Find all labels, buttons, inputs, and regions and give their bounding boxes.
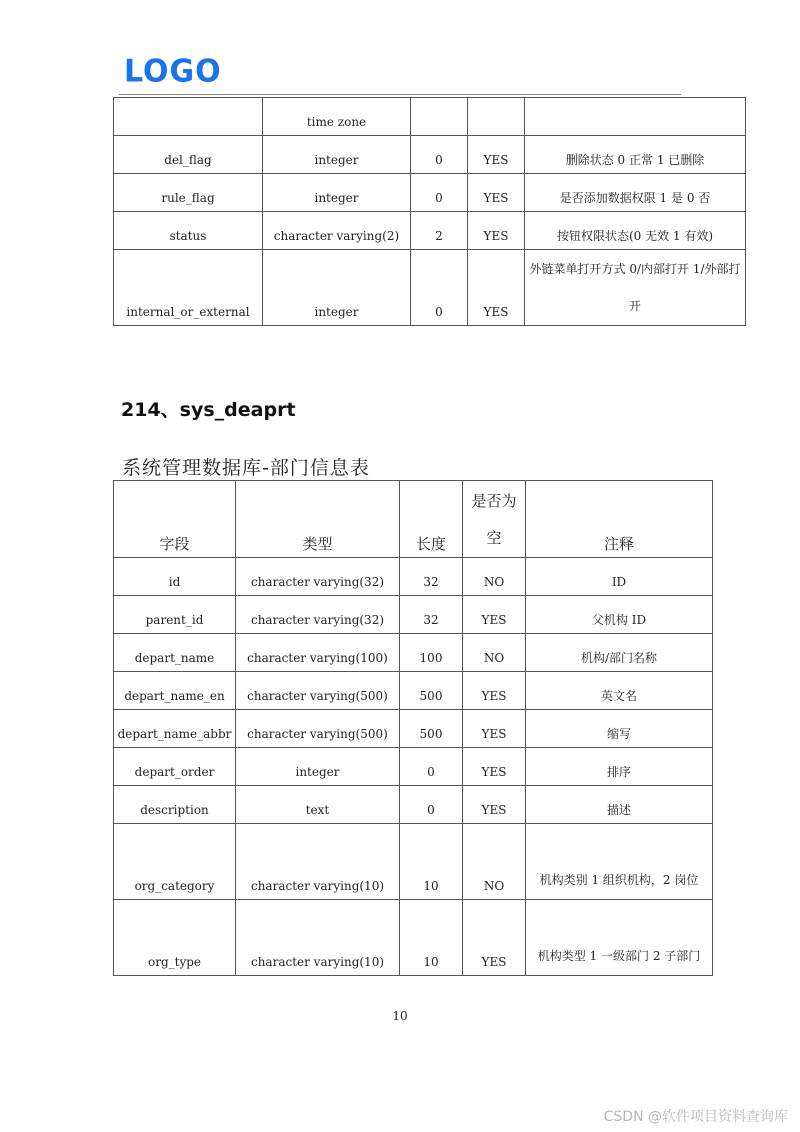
table-cell: 删除状态 0 正常 1 已删除 [525, 136, 746, 174]
table-cell: NO [463, 634, 526, 672]
table-row [114, 596, 713, 634]
table-cell: 500 [400, 672, 463, 710]
table-cell: integer [236, 748, 400, 786]
table-cell: 0 [400, 786, 463, 824]
table-cell: YES [463, 672, 526, 710]
table-cell: text [236, 786, 400, 824]
table-cell: time zone [263, 98, 411, 136]
table-cell [525, 98, 746, 136]
table-cell: status [114, 212, 263, 250]
table-cell: org_type [114, 900, 236, 976]
watermark: CSDN @软件项目资料查询库 [603, 1109, 788, 1125]
table-cell: 10 [400, 824, 463, 900]
table-row [114, 900, 713, 976]
table-row [114, 212, 746, 250]
table-cell: 按钮权限状态(0 无效 1 有效) [525, 212, 746, 250]
table-cell: character varying(100) [236, 634, 400, 672]
table-cell: org_category [114, 824, 236, 900]
table-cell: 机构/部门名称 [526, 634, 713, 672]
table-cell: rule_flag [114, 174, 263, 212]
table-cell [411, 98, 468, 136]
table-cell: 外链菜单打开方式 0/内部打开 1/外部打开 [525, 250, 746, 326]
table-cell: 父机构 ID [526, 596, 713, 634]
table-cell: YES [463, 900, 526, 976]
table-cell: YES [468, 174, 525, 212]
table-cell: character varying(32) [236, 596, 400, 634]
table-cell: YES [463, 786, 526, 824]
table-cell: 10 [400, 900, 463, 976]
table-cell: 32 [400, 596, 463, 634]
header-rule [119, 94, 681, 95]
table-header-row [114, 481, 713, 558]
table-row [114, 174, 746, 212]
table-cell: YES [468, 250, 525, 326]
table-cell: character varying(10) [236, 900, 400, 976]
table-cell: id [114, 558, 236, 596]
table-cell: character varying(500) [236, 672, 400, 710]
table-cell: depart_name [114, 634, 236, 672]
table-cell: 0 [400, 748, 463, 786]
table-menu-continued [113, 97, 746, 326]
table-cell: YES [463, 596, 526, 634]
section-title: 214、sys_deaprt [121, 399, 296, 421]
table-cell: YES [468, 136, 525, 174]
table-cell: 0 [411, 250, 468, 326]
page-number: 10 [392, 1009, 408, 1023]
table-row [114, 558, 713, 596]
table-cell: character varying(500) [236, 710, 400, 748]
table-cell: description [114, 786, 236, 824]
table-cell: del_flag [114, 136, 263, 174]
table-cell: internal_or_external [114, 250, 263, 326]
logo: LOGO [124, 53, 222, 90]
table-cell: NO [463, 824, 526, 900]
table-sys-depart [113, 480, 713, 976]
table-row [114, 98, 746, 136]
table-cell: 100 [400, 634, 463, 672]
table-cell: ID [526, 558, 713, 596]
table-cell: 英文名 [526, 672, 713, 710]
table-cell: character varying(10) [236, 824, 400, 900]
table-row [114, 748, 713, 786]
column-header: 长度 [400, 481, 463, 558]
table-cell: 机构类别 1 组织机构，2 岗位 [526, 824, 713, 900]
table-cell: 排序 [526, 748, 713, 786]
table-cell [468, 98, 525, 136]
column-header: 是否为空 [463, 481, 526, 558]
table-cell: depart_name_en [114, 672, 236, 710]
table-cell: depart_name_abbr [114, 710, 236, 748]
table-cell: integer [263, 250, 411, 326]
table-row [114, 634, 713, 672]
table-row [114, 250, 746, 326]
table-cell: 机构类型 1 一级部门 2 子部门 [526, 900, 713, 976]
table-cell: 0 [411, 136, 468, 174]
table-cell: depart_order [114, 748, 236, 786]
column-header: 注释 [526, 481, 713, 558]
table-row [114, 136, 746, 174]
table-cell: character varying(32) [236, 558, 400, 596]
table-cell: 32 [400, 558, 463, 596]
table-cell: NO [463, 558, 526, 596]
table-subtitle: 系统管理数据库-部门信息表 [122, 457, 370, 479]
table-cell: 是否添加数据权限 1 是 0 否 [525, 174, 746, 212]
table-cell: YES [463, 710, 526, 748]
table-cell: 0 [411, 174, 468, 212]
table-cell: 2 [411, 212, 468, 250]
table-cell: integer [263, 174, 411, 212]
table-cell: YES [468, 212, 525, 250]
table-row [114, 786, 713, 824]
table-cell: YES [463, 748, 526, 786]
table-row [114, 672, 713, 710]
column-header: 字段 [114, 481, 236, 558]
table-cell: character varying(2) [263, 212, 411, 250]
table-cell [114, 98, 263, 136]
table-row [114, 710, 713, 748]
table-row [114, 824, 713, 900]
column-header: 类型 [236, 481, 400, 558]
table-cell: integer [263, 136, 411, 174]
table-cell: 描述 [526, 786, 713, 824]
table-cell: 500 [400, 710, 463, 748]
table-cell: 缩写 [526, 710, 713, 748]
table-cell: parent_id [114, 596, 236, 634]
